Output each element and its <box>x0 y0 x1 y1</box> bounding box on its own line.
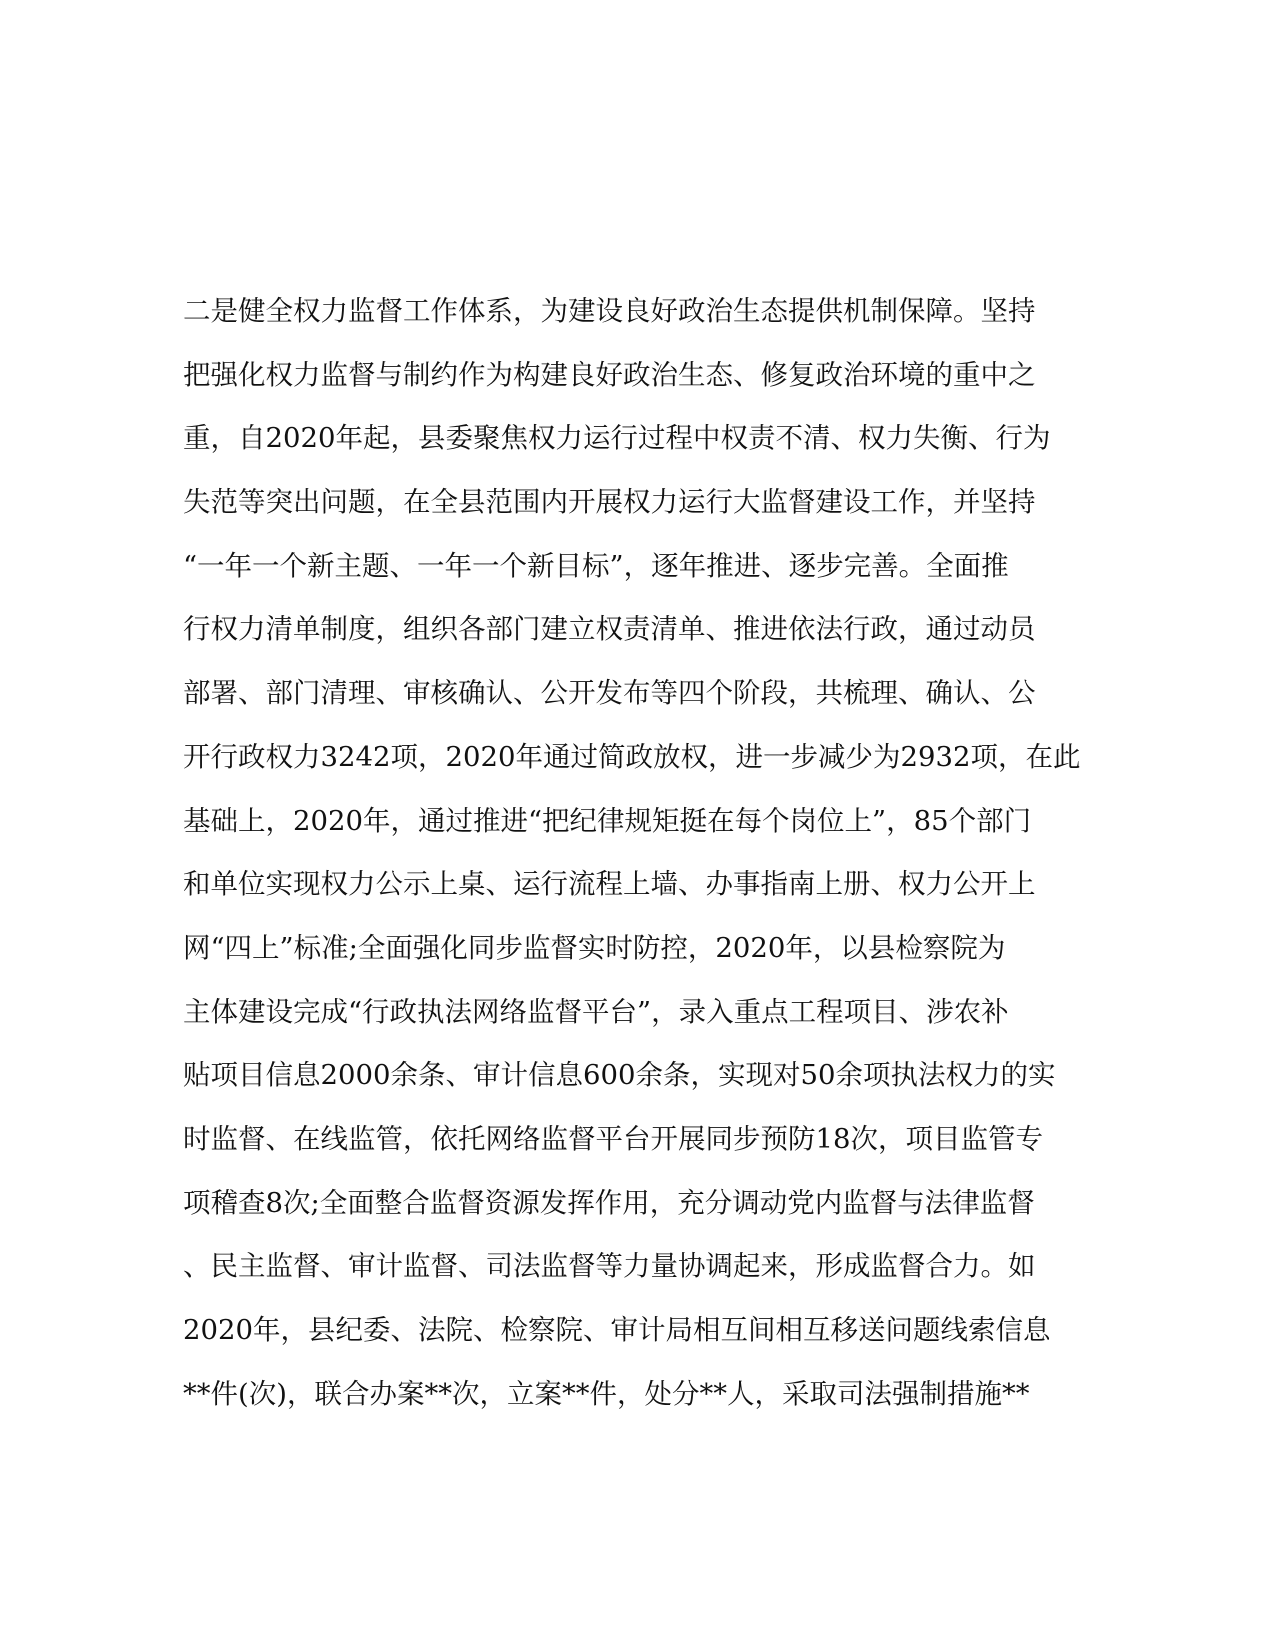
text-line-4: 失范等突出问题，在全县范围内开展权力运行大监督建设工作，并坚持 <box>183 486 1036 519</box>
text-line-14: 时监督、在线监管，依托网络监督平台开展同步预防18次，项目监管专 <box>183 1122 1043 1155</box>
text-line-6: 行权力清单制度，组织各部门建立权责清单、推进依法行政，通过动员 <box>183 613 1036 646</box>
text-line-8: 开行政权力3242项，2020年通过简政放权，进一步减少为2932项，在此 <box>183 740 1081 773</box>
text-line-16: 、民主监督、审计监督、司法监督等力量协调起来，形成监督合力。如 <box>183 1250 1036 1283</box>
text-line-17: 2020年，县纪委、法院、检察院、审计局相互间相互移送问题线索信息 <box>183 1314 1051 1346</box>
text-line-18: **件(次)，联合办案**次，立案**件，处分**人，采取司法强制措施** <box>183 1377 1030 1410</box>
body-paragraph <box>183 280 1083 1426</box>
text-line-1: 二是健全权力监督工作体系，为建设良好政治生态提供机制保障。坚持 <box>183 295 1036 327</box>
text-line-11: 网“四上”标准;全面强化同步监督实时防控，2020年，以县检察院为 <box>183 931 1006 964</box>
text-line-15: 项稽查8次;全面整合监督资源发挥作用，充分调动党内监督与法律监督 <box>183 1186 1035 1219</box>
text-line-3: 重，自2020年起，县委聚焦权力运行过程中权责不清、权力失衡、行为 <box>183 422 1051 455</box>
text-line-12: 主体建设完成“行政执法网络监督平台”，录入重点工程项目、涉农补 <box>183 995 1009 1028</box>
text-line-7: 部署、部门清理、审核确认、公开发布等四个阶段，共梳理、确认、公 <box>183 677 1036 710</box>
text-line-13: 贴项目信息2000余条、审计信息600余条，实现对50余项执法权力的实 <box>183 1059 1056 1092</box>
text-line-5: “一年一个新主题、一年一个新目标”，逐年推进、逐步完善。全面推 <box>183 549 1009 582</box>
text-line-9: 基础上，2020年，通过推进“把纪律规矩挺在每个岗位上”，85个部门 <box>183 804 1032 837</box>
text-line-2: 把强化权力监督与制约作为构建良好政治生态、修复政治环境的重中之 <box>183 358 1036 391</box>
text-line-10: 和单位实现权力公示上桌、运行流程上墙、办事指南上册、权力公开上 <box>183 868 1036 901</box>
